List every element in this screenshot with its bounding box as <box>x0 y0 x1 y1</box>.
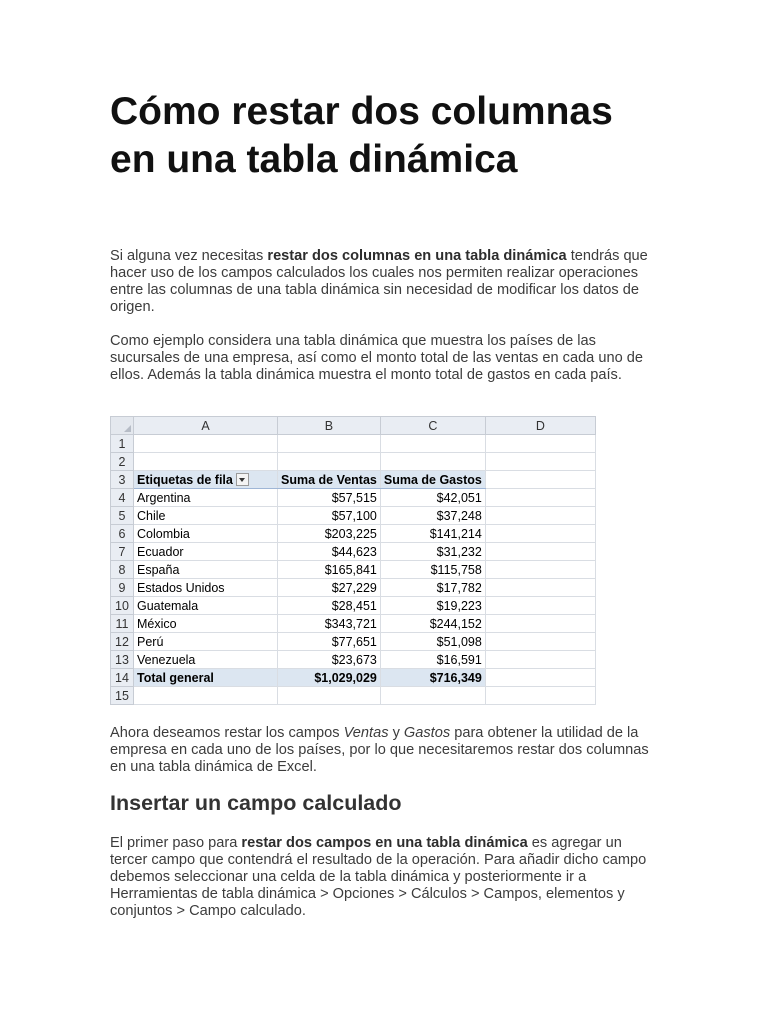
row-number: 7 <box>111 543 134 561</box>
pivot-data-row <box>111 651 596 669</box>
country-cell: Ecuador <box>134 543 278 561</box>
row-number: 6 <box>111 525 134 543</box>
cell <box>485 507 595 525</box>
total-ventas: $1,029,029 <box>278 669 381 687</box>
gastos-cell: $51,098 <box>380 633 485 651</box>
country-cell: Colombia <box>134 525 278 543</box>
country-cell: Chile <box>134 507 278 525</box>
gastos-cell: $141,214 <box>380 525 485 543</box>
total-gastos: $716,349 <box>380 669 485 687</box>
row-number: 9 <box>111 579 134 597</box>
cell <box>485 615 595 633</box>
section-heading: Insertar un campo calculado <box>110 791 402 815</box>
sheet-row <box>111 435 596 453</box>
ventas-cell: $77,651 <box>278 633 381 651</box>
pivot-data-row <box>111 543 596 561</box>
row-labels-text: Etiquetas de fila <box>137 472 233 487</box>
country-cell: México <box>134 615 278 633</box>
pivot-data-row <box>111 507 596 525</box>
cell <box>485 669 595 687</box>
filter-dropdown-icon[interactable] <box>236 473 249 486</box>
gastos-cell: $16,591 <box>380 651 485 669</box>
intro-bold-text: restar dos columnas en una tabla dinámica <box>267 248 567 264</box>
cell <box>278 687 381 705</box>
gastos-cell: $244,152 <box>380 615 485 633</box>
calc-text-start: El primer paso para <box>110 835 242 851</box>
cell <box>485 633 595 651</box>
pivot-data-row <box>111 597 596 615</box>
gastos-header: Suma de Gastos <box>380 471 485 489</box>
cell <box>134 435 278 453</box>
intro-text-end: tendrás que hacer uso de los campos calculados los cuales nos permiten realizar operaciones entre las columnas de una tabla dinámica sin necesidad de modificar los datos de origen. <box>110 248 648 315</box>
ventas-cell: $44,623 <box>278 543 381 561</box>
gastos-cell: $19,223 <box>380 597 485 615</box>
ventas-cell: $203,225 <box>278 525 381 543</box>
cell <box>485 435 595 453</box>
row-number: 13 <box>111 651 134 669</box>
cell <box>485 453 595 471</box>
example-paragraph: Como ejemplo considera una tabla dinámica que muestra los países de las sucursales de una empresa, así como el monto total de las ventas en cada uno de ellos. Además la tabla dinámica muestra el monto total de gastos en cada país. <box>110 333 643 383</box>
cell <box>485 561 595 579</box>
pivot-data-row <box>111 561 596 579</box>
row-number: 3 <box>111 471 134 489</box>
row-labels-header <box>134 471 278 489</box>
ventas-cell: $343,721 <box>278 615 381 633</box>
cell <box>485 687 595 705</box>
row-number: 11 <box>111 615 134 633</box>
cell <box>485 579 595 597</box>
gastos-cell: $115,758 <box>380 561 485 579</box>
ventas-cell: $27,229 <box>278 579 381 597</box>
country-cell: Perú <box>134 633 278 651</box>
gastos-cell: $31,232 <box>380 543 485 561</box>
cell <box>485 651 595 669</box>
column-header-b: B <box>278 417 381 435</box>
cell <box>380 435 485 453</box>
subtract-text-mid: y <box>388 725 404 741</box>
row-number: 4 <box>111 489 134 507</box>
subtract-text-start: Ahora deseamos restar los campos <box>110 725 344 741</box>
ventas-cell: $57,100 <box>278 507 381 525</box>
select-all-corner <box>111 417 134 435</box>
field-gastos: Gastos <box>403 725 451 741</box>
page-title: Cómo restar dos columnas en una tabla dinámica <box>110 90 613 181</box>
row-number: 5 <box>111 507 134 525</box>
cell <box>278 435 381 453</box>
row-number: 10 <box>111 597 134 615</box>
pivot-data-row <box>111 615 596 633</box>
cell <box>380 687 485 705</box>
subtract-text-end: para obtener la utilidad de la empresa en cada uno de los países, por lo que necesitaremos restar dos columnas en una tabla dinámica de Excel. <box>110 725 649 775</box>
column-header-c: C <box>380 417 485 435</box>
country-cell: Venezuela <box>134 651 278 669</box>
row-number: 12 <box>111 633 134 651</box>
cell <box>485 543 595 561</box>
cell <box>134 687 278 705</box>
country-cell: Argentina <box>134 489 278 507</box>
cell <box>278 453 381 471</box>
intro-text-start: Si alguna vez necesitas <box>110 248 268 264</box>
column-header-row <box>111 417 596 435</box>
field-ventas: Ventas <box>343 725 389 741</box>
calc-text-end: es agregar un tercer campo que contendrá el resultado de la operación. Para añadir dicho campo debemos seleccionar una celda de la tabla dinámica y posteriormente ir a Herramientas de tabla dinámica > Opciones > Cálculos > Campos, elementos y conjuntos > Campo calculado. <box>110 835 647 919</box>
pivot-table-screenshot <box>110 416 596 705</box>
ventas-header: Suma de Ventas <box>278 471 381 489</box>
pivot-data-row <box>111 579 596 597</box>
pivot-data-row <box>111 489 596 507</box>
country-cell: Guatemala <box>134 597 278 615</box>
calculated-field-paragraph <box>110 835 660 920</box>
cell <box>485 525 595 543</box>
gastos-cell: $17,782 <box>380 579 485 597</box>
cell <box>485 489 595 507</box>
intro-paragraph <box>110 248 660 316</box>
row-number: 1 <box>111 435 134 453</box>
row-number: 8 <box>111 561 134 579</box>
ventas-cell: $165,841 <box>278 561 381 579</box>
cell <box>134 453 278 471</box>
pivot-total-row <box>111 669 596 687</box>
pivot-data-row <box>111 633 596 651</box>
ventas-cell: $57,515 <box>278 489 381 507</box>
cell <box>380 453 485 471</box>
row-number: 2 <box>111 453 134 471</box>
column-header-d: D <box>485 417 595 435</box>
sheet-row <box>111 687 596 705</box>
total-label: Total general <box>134 669 278 687</box>
gastos-cell: $37,248 <box>380 507 485 525</box>
pivot-data-row <box>111 525 596 543</box>
sheet-row <box>111 453 596 471</box>
cell <box>485 471 595 489</box>
gastos-cell: $42,051 <box>380 489 485 507</box>
subtract-paragraph <box>110 725 660 776</box>
ventas-cell: $28,451 <box>278 597 381 615</box>
country-cell: España <box>134 561 278 579</box>
row-number: 14 <box>111 669 134 687</box>
column-header-a: A <box>134 417 278 435</box>
country-cell: Estados Unidos <box>134 579 278 597</box>
cell <box>485 597 595 615</box>
ventas-cell: $23,673 <box>278 651 381 669</box>
pivot-header-row <box>111 471 596 489</box>
calc-bold-text: restar dos campos en una tabla dinámica <box>241 835 528 851</box>
row-number: 15 <box>111 687 134 705</box>
